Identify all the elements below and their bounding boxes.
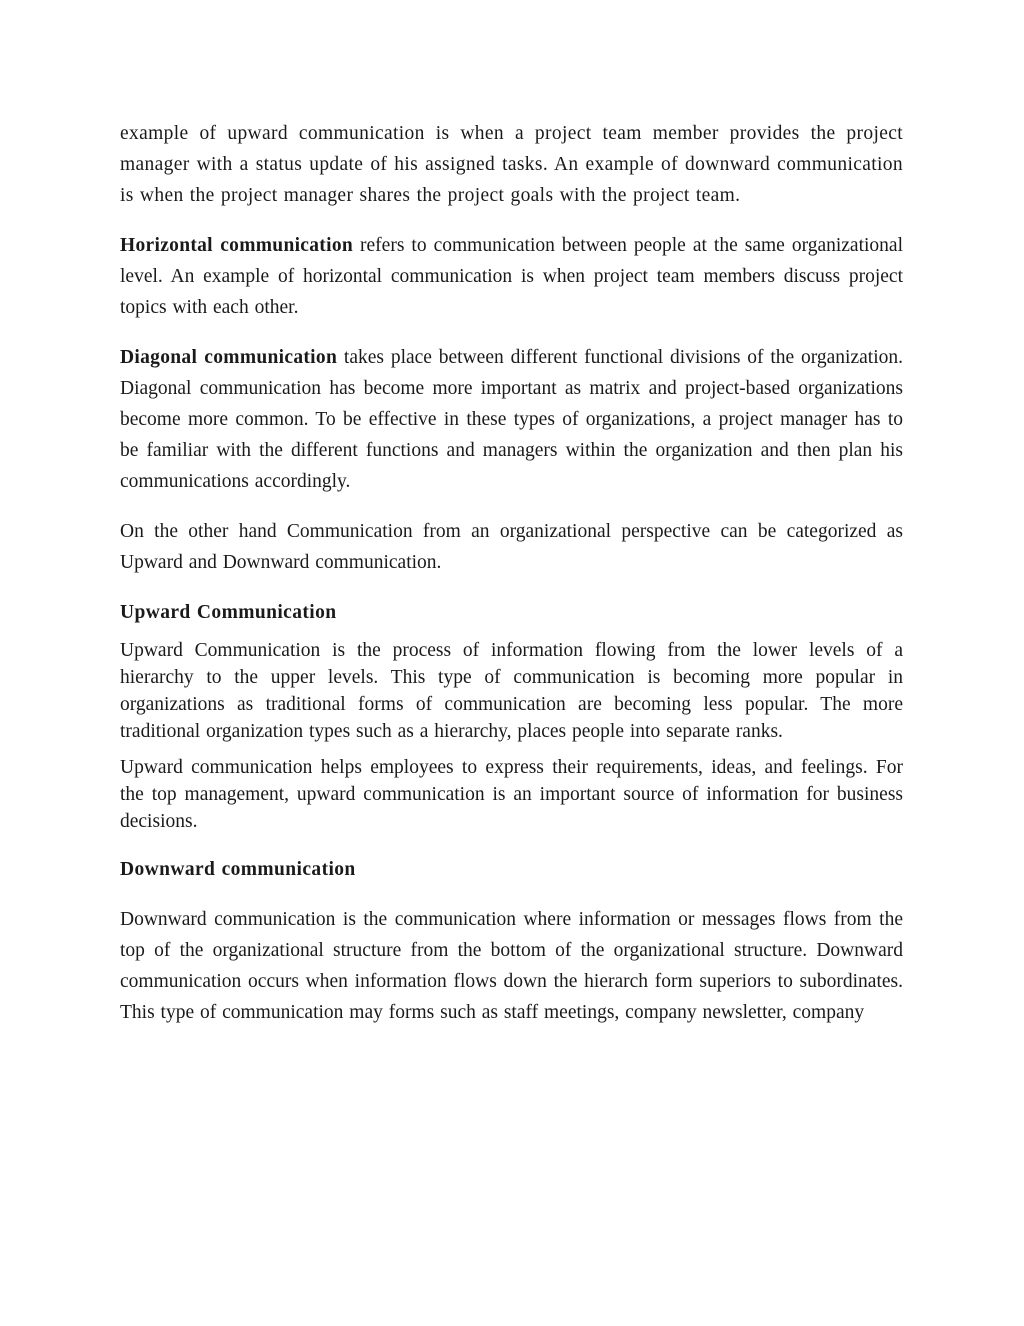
paragraph-horizontal-communication xyxy=(120,230,903,323)
heading-downward-communication: Downward communication xyxy=(120,859,356,880)
paragraph-upward-definition: Upward Communication is the process of information flowing from the lower levels of a hierarchy to the upper levels. This type of communication is becoming more popular in organizations as traditional forms of communication are becoming less popular. The more traditional organization types such as a hierarchy, places people into separate ranks. xyxy=(120,640,903,742)
paragraph-downward-definition: Downward communication is the communication where information or messages flows from the top of the organizational structure from the bottom of the organizational structure. Downward communication occurs when information flows down the hierarch form superiors to subordinates. This type of communication may forms such as staff meetings, company newsletter, company xyxy=(120,909,903,1023)
paragraph-diagonal-communication xyxy=(120,342,903,497)
paragraph-upward-benefits: Upward communication helps employees to express their requirements, ideas, and feelings. For the top management, upward communication is an important source of information for business decisions. xyxy=(120,757,903,832)
paragraph-organizational-perspective: On the other hand Communication from an organizational perspective can be categorized as Upward and Downward communication. xyxy=(120,521,903,573)
paragraph-upward-downward-examples: example of upward communication is when a project team member provides the project manager with a status update of his assigned tasks. An example of downward communication is when the project manager shares the project goals with the project team. xyxy=(120,123,903,206)
term-horizontal-communication: Horizontal communication xyxy=(120,235,354,256)
paragraph-horizontal-body: refers to communication between people at the same organizational level. An example of horizontal communication is when project team members discuss project topics with each other. xyxy=(120,235,903,318)
document-page xyxy=(120,118,903,1047)
paragraph-diagonal-body: takes place between different functional divisions of the organization. Diagonal communication has become more important as matrix and project-based organizations become more common. To be effective in these types of organizations, a project manager has to be familiar with the different functions and managers within the organization and then plan his communications accordingly. xyxy=(120,347,903,492)
term-diagonal-communication: Diagonal communication xyxy=(120,347,338,368)
heading-upward-communication: Upward Communication xyxy=(120,602,337,623)
